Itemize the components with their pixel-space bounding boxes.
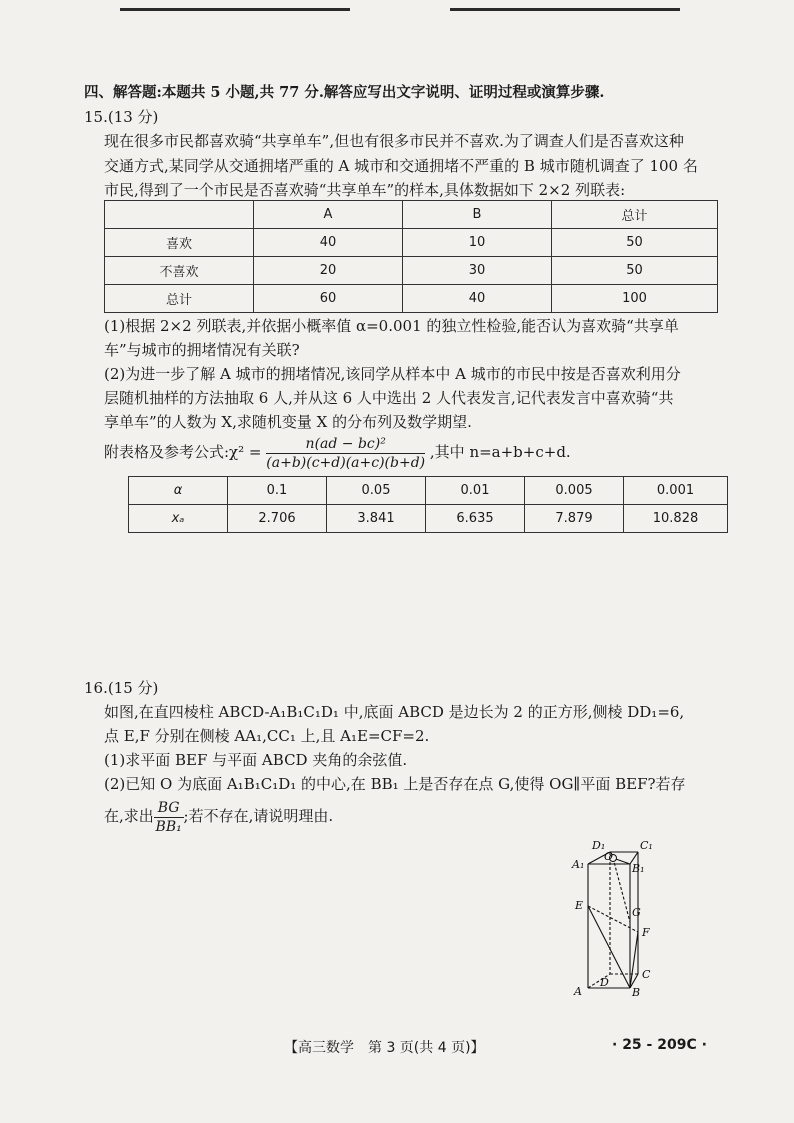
chi-square-fraction	[266, 435, 425, 472]
table-row	[129, 505, 728, 533]
section-header: 四、解答题:本题共 5 小题,共 77 分.解答应写出文字说明、证明过程或演算步骤.	[84, 84, 605, 101]
table-cell: 7.879	[525, 505, 624, 533]
table-cell: 30	[403, 257, 552, 285]
table-cell: 50	[552, 257, 718, 285]
q16-part1: (1)求平面 BEF 与平面 ABCD 夹角的余弦值.	[104, 751, 408, 769]
q16-number: 16.(15 分)	[84, 679, 159, 697]
table-cell: B	[403, 201, 552, 229]
table-cell: 60	[254, 285, 403, 313]
label-F: F	[642, 926, 650, 939]
table-cell: 10	[403, 229, 552, 257]
prism-figure	[570, 838, 690, 1008]
formula-suffix: ,其中 n=a+b+c+d.	[429, 443, 571, 461]
table-cell: 喜欢	[105, 229, 254, 257]
formula-prefix: 附表格及参考公式:χ² =	[104, 443, 262, 461]
table-cell: 2.706	[228, 505, 327, 533]
q15-intro-line1: 现在很多市民都喜欢骑“共享单车”,但也有很多市民并不喜欢.为了调查人们是否喜欢这种	[104, 132, 684, 150]
table-row	[105, 201, 718, 229]
q16-line2: 点 E,F 分别在侧棱 AA₁,CC₁ 上,且 A₁E=CF=2.	[104, 727, 430, 745]
fraction-numerator: BG	[154, 799, 184, 818]
label-O: O	[604, 850, 614, 863]
label-A1: A₁	[572, 858, 585, 871]
top-rule-left	[120, 8, 350, 11]
label-D1: D₁	[592, 839, 606, 852]
q16-line1: 如图,在直四棱柱 ABCD-A₁B₁C₁D₁ 中,底面 ABCD 是边长为 2 的正方形,侧棱 DD₁=6,	[104, 703, 685, 721]
formula-denominator: (a+b)(c+d)(a+c)(b+d)	[266, 454, 426, 471]
table-row	[105, 257, 718, 285]
table-row	[105, 229, 718, 257]
q15-part2-line2: 层随机抽样的方法抽取 6 人,并从这 6 人中选出 2 人代表发言,记代表发言中喜欢骑“共	[104, 389, 674, 407]
table-cell: 40	[254, 229, 403, 257]
label-B1: B₁	[632, 862, 645, 875]
q15-intro-line3: 市民,得到了一个市民是否喜欢骑“共享单车”的样本,具体数据如下 2×2 列联表:	[104, 181, 626, 199]
q16-part2-line2	[104, 796, 333, 836]
table-cell	[105, 201, 254, 229]
table-cell: 0.005	[525, 477, 624, 505]
q15-number: 15.(13 分)	[84, 108, 159, 126]
q15-part1-line2: 车”与城市的拥堵情况有关联?	[104, 341, 300, 359]
table-cell: 总计	[105, 285, 254, 313]
fraction-denominator: BB₁	[155, 818, 182, 835]
table-cell: 总计	[552, 201, 718, 229]
label-B: B	[632, 986, 641, 999]
table-cell: 50	[552, 229, 718, 257]
bg-ratio-fraction	[154, 799, 184, 836]
top-rule-right	[450, 8, 680, 11]
table-cell: 10.828	[624, 505, 728, 533]
label-A: A	[574, 985, 582, 998]
label-D: D	[600, 976, 609, 989]
table-cell: 20	[254, 257, 403, 285]
table-cell: 0.05	[327, 477, 426, 505]
table-row	[105, 285, 718, 313]
q15-part2-line3: 享单车”的人数为 X,求随机变量 X 的分布列及数学期望.	[104, 413, 472, 431]
label-E: E	[575, 899, 584, 912]
table-cell: 100	[552, 285, 718, 313]
table-cell: 40	[403, 285, 552, 313]
contingency-table	[104, 200, 718, 313]
table-cell: 0.001	[624, 477, 728, 505]
table-cell: α	[129, 477, 228, 505]
table-cell: 不喜欢	[105, 257, 254, 285]
table-cell: 0.1	[228, 477, 327, 505]
table-row	[129, 477, 728, 505]
label-C1: C₁	[640, 839, 653, 852]
reference-table	[128, 476, 728, 533]
table-cell: 0.01	[426, 477, 525, 505]
q16-part2-suffix: ;若不存在,请说明理由.	[183, 807, 334, 825]
page-label: 【高三数学 第 3 页(共 4 页)】	[284, 1040, 485, 1056]
formula-numerator: n(ad − bc)²	[266, 435, 425, 454]
label-G: G	[632, 906, 641, 919]
q16-part2-line1: (2)已知 O 为底面 A₁B₁C₁D₁ 的中心,在 BB₁ 上是否存在点 G,使得 OG∥平面 BEF?若存	[104, 775, 686, 793]
formula-line	[104, 432, 571, 472]
label-C: C	[642, 968, 651, 981]
q15-part1-line1: (1)根据 2×2 列联表,并依据小概率值 α=0.001 的独立性检验,能否认为喜欢骑“共享单	[104, 317, 679, 335]
q15-part2-line1: (2)为进一步了解 A 城市的拥堵情况,该同学从样本中 A 城市的市民中按是否喜欢利用分	[104, 365, 681, 383]
table-cell: xₐ	[129, 505, 228, 533]
q15-intro-line2: 交通方式,某同学从交通拥堵严重的 A 城市和交通拥堵不严重的 B 城市随机调查了 100 名	[104, 157, 698, 175]
table-cell: 3.841	[327, 505, 426, 533]
table-cell: A	[254, 201, 403, 229]
table-cell: 6.635	[426, 505, 525, 533]
q16-part2-prefix: 在,求出	[104, 807, 154, 825]
exam-code: · 25 - 209C ·	[612, 1037, 707, 1053]
